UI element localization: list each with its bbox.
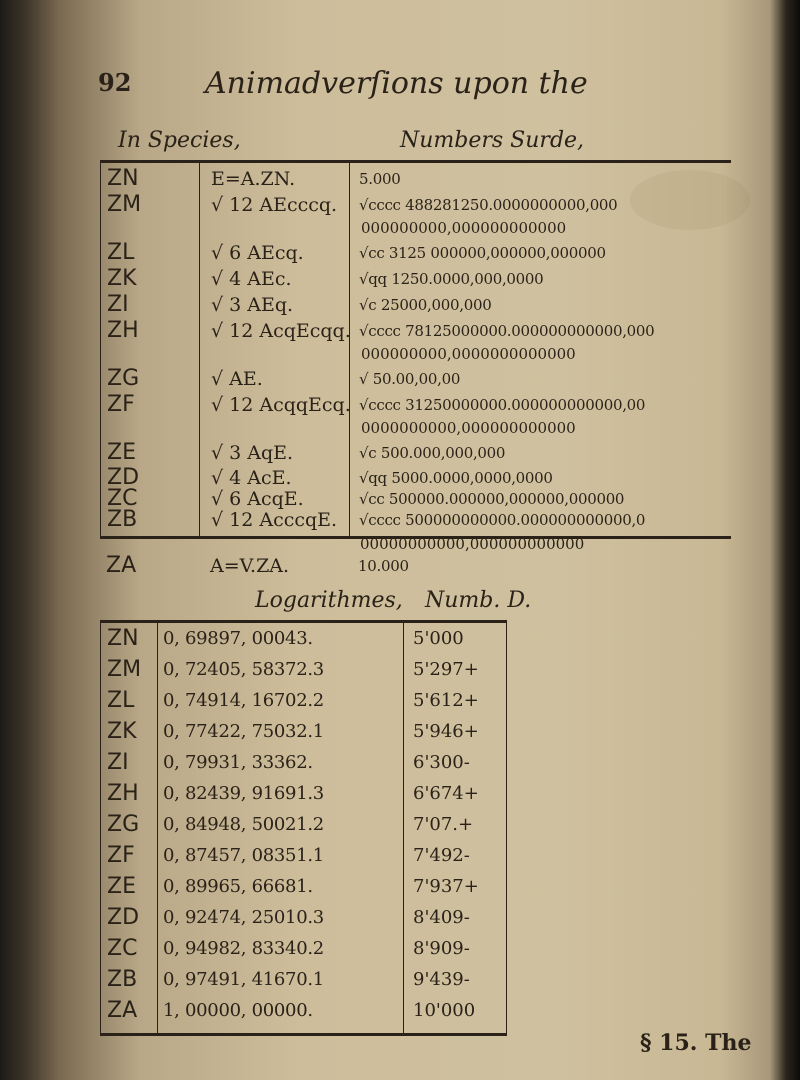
row-symbol: ZA [107,998,138,1023]
numb-cell: 5'946+ [413,721,479,742]
row-symbol: ZF [107,392,135,417]
table-row [101,265,731,293]
number-cell: √cccc 500000000000.000000000000,0 [359,511,646,529]
species-cell: √ 6 AEcq. [211,242,304,264]
species-cell: √ 6 AcqE. [211,488,304,510]
logarithm-table [100,620,507,1036]
logarithmes-heading: Logarithmes, [255,588,403,613]
number-cell: √qq 1250.0000,000,0000 [359,270,544,288]
table-row [101,623,506,655]
species-cell: A=V.ZA. [210,555,290,577]
numb-cell: 9'439- [413,969,470,990]
log-cell: 0, 92474, 25010.3 [163,907,324,928]
log-cell: 0, 94982, 83340.2 [163,938,324,959]
row-symbol: ZN [107,166,139,191]
row-symbol: ZK [107,719,137,744]
row-symbol: ZH [107,781,139,806]
number-cell: √c 25000,000,000 [359,296,492,314]
row-symbol: ZN [107,626,139,651]
numb-cell: 10'000 [413,1000,476,1021]
row-symbol: ZC [107,486,138,511]
species-cell: √ 12 AEcccq. [211,194,338,216]
number-cell: √c 500.000,000,000 [359,444,506,462]
numb-cell: 7'492- [413,845,470,866]
table-row [101,654,506,686]
log-cell: 0, 89965, 66681. [163,876,313,897]
numbers-heading: Numbers Surde, [400,128,585,153]
row-symbol: ZM [107,657,142,682]
species-cell: √ AE. [211,368,263,390]
table-row [101,809,506,841]
table-row [101,778,506,810]
log-cell: 0, 72405, 58372.3 [163,659,324,680]
number-continuation: 000000000,000000000000 [361,219,567,237]
table-row [101,840,506,872]
table-row [101,508,731,532]
row-symbol: ZF [107,843,135,868]
table-row [101,439,731,467]
row-symbol: ZB [107,507,138,532]
table-row [100,553,730,579]
number-continuation: 00000000000,000000000000 [360,535,585,553]
species-cell: √ 12 AcccqE. [211,509,338,531]
table-row [101,871,506,903]
row-symbol: ZI [107,292,129,317]
species-cell: √ 12 AcqEcqq. [211,320,351,342]
number-cell: √cc 500000.000000,000000,000000 [359,490,625,508]
number-cell: 5.000 [359,170,401,188]
number-continuation: 000000000,0000000000000 [361,345,576,363]
number-cell: √qq 5000.0000,0000,0000 [359,469,553,487]
species-cell: √ 4 AEc. [211,268,292,290]
page-number: 92 [98,68,132,97]
table-row [101,365,731,393]
row-symbol: ZC [107,936,138,961]
species-cell: E=A.ZN. [211,168,296,190]
row-symbol: ZH [107,318,139,343]
table-row [101,716,506,748]
row-symbol: ZL [107,240,135,265]
row-symbol: ZA [106,553,137,578]
species-cell: √ 4 AcE. [211,467,292,489]
species-cell: √ 3 AqE. [211,442,294,464]
numb-cell: 6'674+ [413,783,479,804]
number-cell: √cccc 488281250.0000000000,000 [359,196,618,214]
numb-cell: 6'300- [413,752,470,773]
table-row [101,995,506,1027]
numb-cell: 5'612+ [413,690,479,711]
log-cell: 0, 82439, 91691.3 [163,783,324,804]
numb-cell: 8'909- [413,938,470,959]
table-row [101,747,506,779]
row-symbol: ZD [107,905,140,930]
log-cell: 0, 77422, 75032.1 [163,721,324,742]
row-symbol: ZB [107,967,138,992]
log-cell: 0, 84948, 50021.2 [163,814,324,835]
row-symbol: ZG [107,366,140,391]
row-symbol: ZD [107,465,140,490]
log-cell: 0, 97491, 41670.1 [163,969,324,990]
numb-cell: 7'07.+ [413,814,474,835]
table-row [101,391,731,419]
number-cell: 10.000 [358,557,409,575]
running-head: Animadverſions upon the [205,66,588,101]
row-symbol: ZK [107,266,137,291]
log-cell: 0, 69897, 00043. [163,628,313,649]
number-continuation: 0000000000,000000000000 [361,419,576,437]
table-row [101,191,731,219]
table-row [101,165,731,193]
table-row [101,933,506,965]
log-cell: 0, 87457, 08351.1 [163,845,324,866]
row-symbol: ZI [107,750,129,775]
table-row [101,902,506,934]
numb-cell: 7'937+ [413,876,479,897]
table-row [101,964,506,996]
number-cell: √cccc 78125000000.000000000000,000 [359,322,655,340]
number-cell: √cc 3125 000000,000000,000000 [359,244,606,262]
species-numbers-table [100,160,731,539]
table-row [101,317,731,345]
species-cell: √ 12 AcqqEcq. [211,394,351,416]
row-symbol: ZE [107,440,136,465]
species-cell: √ 3 AEq. [211,294,294,316]
table-row [101,685,506,717]
table-row [101,239,731,267]
row-symbol: ZL [107,688,135,713]
numb-cell: 5'297+ [413,659,479,680]
log-cell: 0, 74914, 16702.2 [163,690,324,711]
log-cell: 1, 00000, 00000. [163,1000,313,1021]
catchword: § 15. The [640,1030,752,1056]
numb-heading: Numb. D. [425,588,532,613]
species-heading: In Species, [118,128,241,153]
numb-cell: 8'409- [413,907,470,928]
row-symbol: ZE [107,874,136,899]
number-cell: √ 50.00,00,00 [359,370,461,388]
log-cell: 0, 79931, 33362. [163,752,313,773]
row-symbol: ZG [107,812,140,837]
number-cell: √cccc 31250000000.000000000000,00 [359,396,646,414]
row-symbol: ZM [107,192,142,217]
table-row [101,291,731,319]
numb-cell: 5'000 [413,628,464,649]
book-page [70,20,775,1070]
